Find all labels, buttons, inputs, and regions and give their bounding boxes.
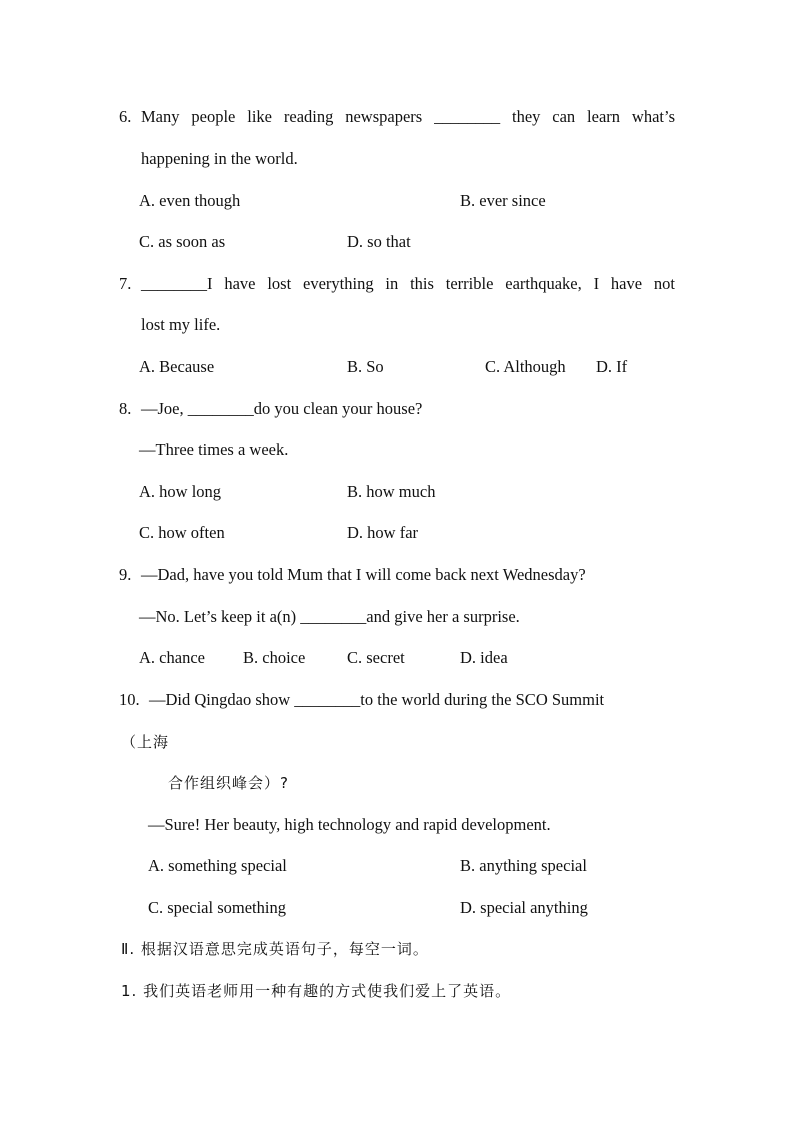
q7-stem-text: ________I have lost everything in this terrible earthquake, I have not <box>141 274 675 293</box>
q10-option-b: B. anything special <box>460 856 587 875</box>
q6-stem-line2: happening in the world. <box>141 149 298 168</box>
q9-stem-line2: —No. Let’s keep it a(n) ________and give her a surprise. <box>139 607 520 626</box>
q9-number: 9. <box>119 565 132 584</box>
q10-option-c: C. special something <box>148 898 286 917</box>
q7-option-c: C. Although <box>485 357 566 376</box>
q9-stem-line1 <box>119 565 586 585</box>
q8-stem-line1 <box>119 399 423 419</box>
q10-stem-line4: —Sure! Her beauty, high technology and rapid development. <box>148 815 551 834</box>
q6-option-c: C. as soon as <box>139 232 226 251</box>
section2-question-1: 1. 我们英语老师用一种有趣的方式使我们爱上了英语。 <box>121 982 512 1000</box>
q8-stem-text: —Joe, ________do you clean your house? <box>141 399 423 418</box>
q9-option-a: A. chance <box>139 648 205 667</box>
q10-stem-line3: 合作组织峰会）? <box>168 774 289 792</box>
q10-option-d: D. special anything <box>460 898 588 917</box>
q8-stem-line2: —Three times a week. <box>139 440 289 459</box>
q7-stem-line1 <box>119 274 675 294</box>
q9-option-d: D. idea <box>460 648 508 667</box>
q6-option-a: A. even though <box>139 191 241 210</box>
q10-stem-text: —Did Qingdao show ________to the world during the SCO Summit <box>149 690 605 709</box>
q9-stem-text: —Dad, have you told Mum that I will come back next Wednesday? <box>141 565 586 584</box>
q10-stem-line2: （上海 <box>121 733 170 751</box>
q8-number: 8. <box>119 399 132 418</box>
q10-stem-line1 <box>119 690 605 710</box>
q7-stem-line2: lost my life. <box>141 315 221 334</box>
q7-number: 7. <box>119 274 132 293</box>
q8-option-d: D. how far <box>347 523 419 542</box>
q8-option-a: A. how long <box>139 482 222 501</box>
q10-number: 10. <box>119 690 140 709</box>
q6-stem-line1 <box>119 107 675 127</box>
q7-option-a: A. Because <box>139 357 215 376</box>
q6-number: 6. <box>119 107 132 126</box>
q9-option-b: B. choice <box>243 648 306 667</box>
q10-option-a: A. something special <box>148 856 287 875</box>
q8-option-b: B. how much <box>347 482 436 501</box>
q6-option-d: D. so that <box>347 232 411 251</box>
q6-option-b: B. ever since <box>460 191 546 210</box>
q7-option-d: D. If <box>596 357 628 376</box>
q7-option-b: B. So <box>347 357 384 376</box>
q9-option-c: C. secret <box>347 648 405 667</box>
section-heading: Ⅱ. 根据汉语意思完成英语句子，每空一词。 <box>121 940 429 958</box>
q6-stem-text: Many people like reading newspapers ________ they can learn what’s <box>141 107 675 126</box>
q8-option-c: C. how often <box>139 523 225 542</box>
